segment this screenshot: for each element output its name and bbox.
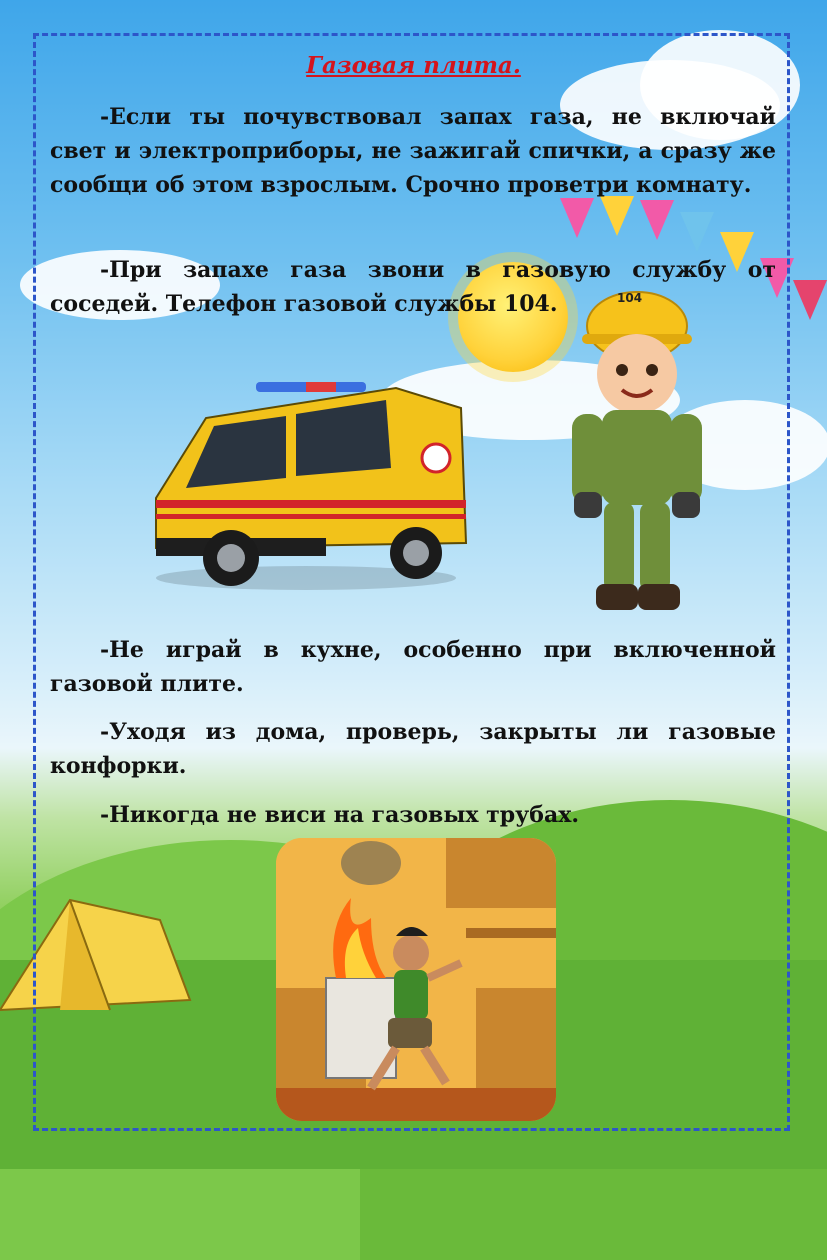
paragraph-kitchen-play: -Не играй в кухне, особенно при включенной газовой плите. [50,637,776,697]
firefighter-boy-illustration [562,282,712,622]
paragraph-gas-pipes: -Никогда не виси на газовых трубах. [100,802,579,828]
paragraph-check-burners: -Уходя из дома, проверь, закрыты ли газовые конфорки. [50,719,776,779]
bunting-flag [793,280,827,320]
paragraph-call-service: -При запахе газа звони в газовую службу от соседей. Телефон газовой службы 104. [50,257,776,317]
gas-service-van-illustration [146,378,471,593]
paragraph-gas-smell: -Если ты почувствовал запах газа, не включай свет и электроприборы, не зажигай спички, а сразу же сообщи об этом взрослым. Срочно проветри комнату. [50,104,776,198]
kitchen-fire-picture [276,838,556,1121]
helmet-number: 104 [617,291,643,305]
page-title: Газовая плита. [306,52,521,79]
